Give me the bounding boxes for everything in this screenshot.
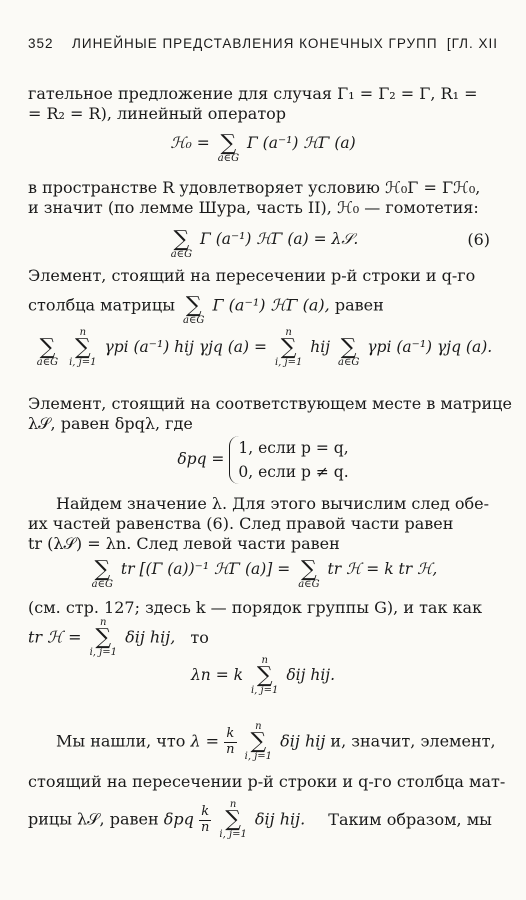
sum-symbol: ∑ a∈G: [170, 227, 193, 260]
formula-eq6: ∑ a∈G Γ (a⁻¹) ℋΓ (a) = λ𝒮.: [28, 220, 498, 260]
text-line-matrix: столбца матрицы ∑ a∈G Γ (a⁻¹) ℋΓ (a), равен: [28, 286, 498, 326]
formula-delta: δpq = 1, если p = q, 0, если p ≠ q.: [28, 436, 498, 484]
formula-lambda-n: λn = k n ∑ i, j=1 δij hij.: [190, 655, 336, 696]
formula-trh: tr ℋ = n ∑ i, j=1 δij hij, то: [28, 617, 209, 658]
text-line-result: рицы λ𝒮, равен δpq $\frac{k}{n}$ n ∑ i, j=1 δij hij. Таким образом, мы: [28, 799, 492, 840]
text-line: Найдем значение λ. Для этого вычислим след обе-: [56, 494, 490, 513]
sum-symbol: n ∑ i, j=1: [69, 327, 97, 368]
sum-symbol: ∑ a∈G: [337, 335, 360, 368]
sum-symbol: n ∑ i, j=1: [219, 799, 247, 840]
sum-symbol: ∑ a∈G: [217, 131, 240, 164]
sum-symbol: ∑ a∈G: [91, 557, 113, 590]
formula-trace: ∑ a∈G tr [(Γ (a))⁻¹ ℋΓ (a)] = ∑ a∈G tr ℋ = k tr ℋ,: [28, 550, 498, 590]
fraction-k-over-n: $\frac{k}{n}$: [200, 804, 210, 835]
sum-symbol: n ∑ i, j=1: [244, 721, 273, 762]
text-line: Элемент, стоящий на пересечении p-й строки и q-го: [28, 266, 476, 285]
sum-symbol: ∑ a∈G: [36, 335, 59, 368]
sum-symbol: n ∑ i, j=1: [274, 327, 303, 368]
chapter-label: [ГЛ. XII: [446, 36, 498, 51]
formula-element: ∑ a∈G n ∑ i, j=1 γpi (a⁻¹) hij γjq (a) = n ∑ i, j=1 hij ∑ a∈G γpi (a⁻¹) γjq (a).: [36, 327, 493, 368]
text-line: их частей равенства (6). След правой части равен: [28, 514, 454, 533]
running-title: ЛИНЕЙНЫЕ ПРЕДСТАВЛЕНИЯ КОНЕЧНЫХ ГРУПП: [72, 36, 438, 51]
equation-number: (6): [467, 230, 490, 249]
sum-symbol: n ∑ i, j=1: [250, 655, 279, 696]
text-line: и значит (по лемме Шура, часть II), ℋ₀ — гомотетия:: [28, 198, 479, 217]
formula-h0: ℋ₀ = ∑ a∈G Γ (a⁻¹) ℋΓ (a): [28, 124, 498, 164]
text-line: tr (λ𝒮) = λn. След левой части равен: [28, 534, 340, 553]
sum-symbol: n ∑ i, j=1: [89, 617, 117, 658]
page-number: 352: [28, 36, 54, 51]
text-line: (см. стр. 127; здесь k — порядок группы G), и так как: [28, 598, 483, 617]
text-line-found: Мы нашли, что λ = $\frac{k}{n}$ n ∑ i, j=1 δij hij и, значит, элемент,: [56, 721, 496, 762]
text-line: Элемент, стоящий на соответствующем месте в матрице: [28, 394, 512, 413]
text-line: = R₂ = R), линейный оператор: [28, 104, 287, 123]
text-line: гательное предложение для случая Γ₁ = Γ₂ = Γ, R₁ =: [28, 84, 478, 103]
text-line: стоящий на пересечении p-й строки и q-го столбца мат-: [28, 772, 506, 791]
fraction-k-over-n: $\frac{k}{n}$: [226, 726, 235, 757]
cases-brace: 1, если p = q, 0, если p ≠ q.: [229, 436, 348, 484]
sum-symbol: ∑ a∈G: [183, 293, 205, 326]
text-line: в пространстве R удовлетворяет условию ℋ₀Γ = Γℋ₀,: [28, 178, 481, 197]
text-line: λ𝒮, равен δpqλ, где: [28, 414, 193, 433]
sum-symbol: ∑ a∈G: [298, 557, 320, 590]
